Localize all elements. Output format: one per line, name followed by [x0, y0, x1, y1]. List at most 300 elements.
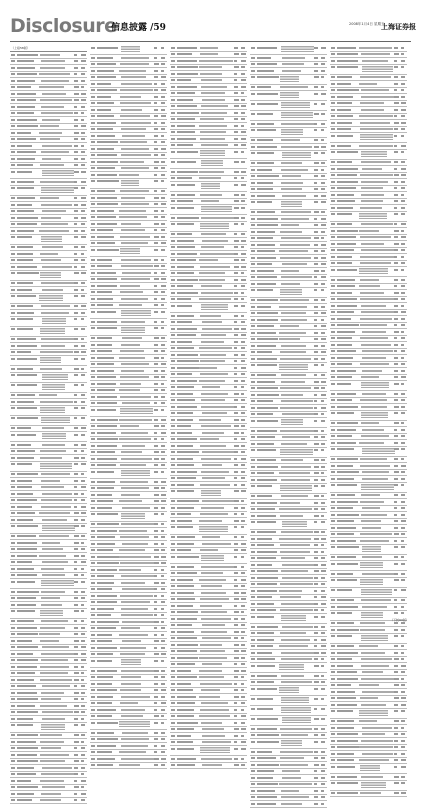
- row-value: [241, 223, 244, 225]
- row-description: [201, 592, 226, 594]
- row-value: [234, 259, 239, 261]
- row-value: [161, 715, 164, 717]
- row-number: [171, 513, 175, 515]
- row-value: [74, 620, 77, 622]
- row-name: [97, 582, 114, 584]
- row-description: [202, 432, 224, 434]
- row-value: [234, 253, 238, 255]
- row-value: [241, 657, 245, 659]
- row-value: [241, 715, 246, 717]
- row-number: [11, 473, 15, 475]
- row-number: [91, 229, 95, 231]
- row-name: [337, 704, 357, 706]
- row-number: [91, 595, 95, 597]
- row-number: [171, 223, 175, 225]
- table-row: [330, 545, 407, 555]
- row-name: [177, 194, 195, 196]
- row-value: [401, 484, 404, 486]
- row-value: [321, 596, 326, 598]
- row-value: [241, 233, 245, 235]
- row-description: [279, 306, 307, 308]
- row-value: [234, 709, 237, 711]
- row-name: [177, 758, 196, 760]
- row-number: [331, 792, 335, 794]
- row-value: [314, 430, 318, 432]
- row-value: [81, 171, 86, 173]
- row-name: [337, 406, 358, 408]
- row-value: [74, 561, 77, 563]
- row-value: [314, 718, 319, 720]
- row-value: [74, 112, 78, 114]
- row-description: [120, 236, 150, 238]
- row-name: [97, 265, 112, 267]
- row-name: [337, 514, 359, 516]
- row-value: [314, 218, 317, 220]
- table-row: [250, 75, 327, 85]
- row-name: [257, 718, 278, 720]
- row-number: [171, 536, 175, 538]
- row-number: [171, 367, 175, 369]
- row-value: [394, 285, 397, 287]
- row-number: [11, 93, 15, 95]
- row-value: [321, 306, 325, 308]
- row-description: [119, 530, 147, 532]
- row-number: [331, 599, 335, 601]
- row-description: [40, 463, 72, 469]
- row-description: [202, 477, 226, 479]
- row-number: [331, 533, 335, 535]
- row-description: [201, 722, 222, 724]
- row-description: [120, 96, 140, 98]
- row-value: [241, 305, 245, 307]
- row-value: [74, 473, 78, 475]
- newspaper-logo: [381, 19, 416, 31]
- row-number: [91, 471, 95, 473]
- row-value: [81, 741, 84, 743]
- row-name: [97, 376, 116, 378]
- row-name: [257, 577, 278, 579]
- row-value: [74, 368, 79, 370]
- row-name: [257, 665, 275, 667]
- row-value: [74, 351, 79, 353]
- row-value: [81, 204, 86, 206]
- row-description: [121, 180, 139, 186]
- row-description: [281, 211, 311, 213]
- row-number: [251, 658, 255, 660]
- row-value: [154, 438, 157, 440]
- row-value: [81, 542, 84, 544]
- row-name: [257, 351, 272, 353]
- row-value: [394, 563, 398, 565]
- row-name: [257, 139, 273, 141]
- row-value: [154, 575, 157, 577]
- row-value: [321, 688, 325, 690]
- row-number: [251, 698, 255, 700]
- row-value: [394, 279, 398, 281]
- row-value: [154, 259, 158, 261]
- row-value: [241, 566, 244, 568]
- row-value: [314, 485, 318, 487]
- row-description: [281, 740, 302, 746]
- row-value: [321, 47, 326, 49]
- row-value: [321, 413, 324, 415]
- row-description: [199, 579, 226, 581]
- row-description: [39, 132, 62, 134]
- row-value: [234, 676, 238, 678]
- row-value: [321, 632, 325, 634]
- row-value: [154, 500, 159, 502]
- row-number: [91, 236, 95, 238]
- row-description: [121, 128, 147, 130]
- listing-column: [90, 45, 167, 616]
- row-number: [251, 231, 255, 233]
- row-description: [41, 591, 65, 593]
- row-description: [40, 666, 69, 668]
- row-value: [314, 387, 319, 389]
- row-value: [161, 513, 164, 515]
- row-value: [314, 413, 318, 415]
- row-name: [177, 585, 194, 587]
- row-name: [337, 161, 352, 163]
- row-description: [40, 457, 62, 459]
- row-value: [321, 103, 325, 105]
- row-value: [74, 295, 78, 297]
- row-value: [234, 246, 238, 248]
- row-number: [251, 103, 255, 105]
- row-value: [394, 115, 397, 117]
- row-value: [154, 327, 158, 329]
- row-name: [177, 471, 197, 473]
- row-number: [11, 187, 15, 189]
- row-number: [11, 54, 15, 56]
- row-value: [74, 604, 78, 606]
- row-value: [154, 236, 159, 238]
- row-value: [74, 506, 77, 508]
- row-name: [97, 63, 116, 65]
- row-name: [257, 658, 275, 660]
- row-number: [171, 151, 175, 153]
- row-number: [331, 256, 335, 258]
- row-number: [251, 443, 255, 445]
- row-value: [401, 122, 406, 124]
- row-value: [154, 419, 158, 421]
- row-value: [314, 557, 318, 559]
- row-name: [257, 741, 279, 743]
- row-description: [201, 160, 223, 166]
- table-row: [10, 169, 87, 179]
- row-number: [251, 764, 255, 766]
- row-value: [241, 60, 246, 62]
- row-value: [401, 376, 406, 378]
- row-value: [401, 363, 405, 365]
- table-row: [250, 101, 327, 111]
- row-value: [81, 295, 85, 297]
- row-name: [337, 720, 354, 722]
- row-name: [177, 637, 197, 639]
- row-value: [154, 363, 158, 365]
- row-value: [314, 708, 317, 710]
- row-name: [97, 102, 114, 104]
- row-value: [234, 60, 237, 62]
- row-value: [314, 632, 318, 634]
- row-description: [281, 394, 303, 396]
- row-value: [394, 128, 398, 130]
- row-value: [81, 223, 85, 225]
- row-name: [257, 169, 272, 171]
- row-description: [121, 696, 150, 698]
- row-value: [81, 767, 85, 769]
- row-number: [251, 306, 255, 308]
- row-description: [362, 733, 385, 735]
- row-number: [171, 194, 175, 196]
- row-value: [241, 764, 245, 766]
- row-description: [281, 570, 308, 572]
- row-value: [394, 458, 398, 460]
- row-name: [97, 96, 111, 98]
- row-number: [331, 249, 335, 251]
- row-description: [40, 368, 62, 370]
- row-number: [91, 70, 95, 72]
- row-number: [171, 689, 175, 691]
- table-row: [170, 149, 247, 159]
- row-value: [321, 508, 325, 510]
- row-description: [41, 417, 71, 423]
- row-number: [11, 574, 15, 576]
- row-name: [17, 164, 33, 166]
- table-row: [10, 186, 87, 196]
- row-value: [241, 696, 245, 698]
- row-description: [360, 337, 389, 339]
- row-value: [314, 364, 318, 366]
- row-value: [241, 217, 245, 219]
- row-description: [282, 63, 304, 65]
- row-number: [91, 438, 95, 440]
- row-number: [251, 770, 255, 772]
- row-description: [122, 337, 143, 339]
- row-value: [321, 113, 325, 115]
- row-description: [42, 246, 63, 248]
- table-row: [10, 798, 87, 805]
- row-value: [394, 331, 399, 333]
- row-name: [17, 473, 38, 475]
- row-value: [161, 174, 165, 176]
- row-value: [234, 572, 238, 574]
- row-value: [321, 420, 325, 422]
- row-value: [241, 298, 244, 300]
- row-name: [337, 399, 352, 401]
- row-value: [81, 705, 85, 707]
- row-description: [119, 70, 146, 72]
- row-number: [171, 631, 175, 633]
- row-number: [171, 702, 175, 704]
- row-number: [11, 305, 15, 307]
- row-name: [97, 154, 117, 156]
- row-value: [314, 603, 318, 605]
- row-value: [81, 351, 86, 353]
- table-row: [250, 45, 327, 55]
- row-number: [11, 119, 15, 121]
- row-value: [314, 626, 318, 628]
- row-description: [199, 272, 224, 274]
- row-description: [202, 464, 223, 466]
- row-value: [401, 174, 406, 176]
- row-description: [199, 696, 219, 698]
- row-value: [394, 645, 398, 647]
- row-description: [362, 556, 382, 558]
- row-description: [199, 715, 230, 717]
- row-number: [331, 652, 335, 654]
- row-name: [177, 47, 197, 49]
- row-number: [11, 450, 15, 452]
- row-value: [74, 767, 78, 769]
- row-value: [154, 291, 158, 293]
- row-number: [11, 672, 15, 674]
- row-number: [11, 604, 15, 606]
- row-value: [154, 758, 159, 760]
- row-name: [97, 738, 118, 740]
- row-description: [120, 647, 147, 649]
- row-value: [241, 644, 245, 646]
- row-description: [120, 115, 150, 117]
- row-name: [17, 351, 31, 353]
- row-value: [74, 568, 77, 570]
- row-value: [234, 207, 239, 209]
- row-value: [241, 105, 246, 107]
- row-value: [234, 367, 237, 369]
- row-name: [257, 325, 274, 327]
- row-value: [314, 175, 318, 177]
- row-description: [360, 562, 383, 568]
- row-name: [177, 438, 197, 440]
- row-value: [154, 128, 158, 130]
- row-number: [171, 425, 175, 427]
- row-description: [200, 315, 221, 317]
- row-name: [97, 722, 118, 724]
- row-value: [81, 106, 85, 108]
- row-value: [154, 670, 159, 672]
- row-number: [251, 332, 255, 334]
- row-value: [401, 357, 404, 359]
- row-value: [394, 494, 398, 496]
- row-value: [314, 182, 317, 184]
- row-number: [171, 696, 175, 698]
- row-number: [251, 495, 255, 497]
- row-description: [41, 506, 70, 508]
- row-value: [161, 523, 164, 525]
- row-value: [161, 363, 166, 365]
- row-description: [281, 697, 309, 703]
- row-name: [97, 180, 119, 182]
- row-name: [257, 652, 272, 654]
- row-description: [359, 47, 392, 49]
- row-description: [119, 174, 139, 176]
- row-value: [241, 572, 245, 574]
- row-name: [337, 478, 354, 480]
- row-name: [337, 324, 359, 326]
- row-name: [257, 495, 272, 497]
- row-value: [394, 501, 397, 503]
- row-description: [202, 328, 232, 330]
- row-value: [394, 556, 398, 558]
- row-description: [360, 533, 392, 535]
- row-value: [74, 187, 78, 189]
- row-name: [17, 786, 38, 788]
- row-name: [177, 259, 196, 261]
- table-row: [170, 489, 247, 499]
- row-description: [120, 285, 140, 287]
- row-value: [241, 445, 245, 447]
- row-description: [40, 164, 64, 166]
- row-description: [361, 520, 380, 522]
- row-description: [121, 745, 148, 747]
- row-name: [17, 666, 37, 668]
- row-value: [74, 581, 78, 583]
- row-number: [171, 605, 175, 607]
- row-value: [401, 324, 405, 326]
- row-name: [257, 182, 273, 184]
- row-value: [401, 83, 405, 85]
- row-description: [361, 194, 384, 196]
- row-description: [121, 582, 145, 584]
- row-value: [314, 665, 319, 667]
- row-value: [321, 250, 325, 252]
- row-name: [97, 758, 115, 760]
- row-value: [234, 272, 238, 274]
- row-number: [331, 579, 335, 581]
- row-name: [257, 152, 274, 154]
- row-number: [91, 135, 95, 137]
- row-name: [337, 292, 352, 294]
- row-number: [171, 66, 175, 68]
- row-description: [360, 465, 389, 467]
- row-number: [91, 608, 95, 610]
- row-name: [337, 652, 358, 654]
- row-description: [201, 611, 227, 613]
- row-value: [74, 480, 78, 482]
- row-value: [401, 393, 405, 395]
- row-number: [11, 266, 15, 268]
- row-number: [91, 549, 95, 551]
- row-value: [241, 240, 246, 242]
- row-name: [177, 60, 197, 62]
- row-number: [251, 531, 255, 533]
- row-value: [321, 645, 326, 647]
- table-row: [250, 614, 327, 624]
- row-value: [241, 406, 245, 408]
- row-value: [241, 272, 244, 274]
- row-description: [281, 139, 300, 141]
- row-name: [97, 249, 119, 251]
- row-description: [201, 292, 233, 294]
- row-value: [154, 122, 157, 124]
- row-description: [41, 597, 59, 599]
- row-description: [280, 92, 299, 98]
- row-value: [314, 351, 318, 353]
- row-description: [281, 201, 301, 207]
- row-description: [120, 89, 153, 91]
- row-number: [331, 776, 335, 778]
- row-number: [331, 435, 335, 437]
- row-description: [41, 620, 69, 622]
- row-value: [154, 764, 158, 766]
- row-description: [279, 783, 312, 785]
- row-value: [154, 487, 159, 489]
- row-name: [337, 740, 358, 742]
- row-name: [257, 400, 273, 402]
- row-description: [40, 138, 60, 140]
- row-name: [17, 54, 38, 56]
- row-name: [257, 211, 275, 213]
